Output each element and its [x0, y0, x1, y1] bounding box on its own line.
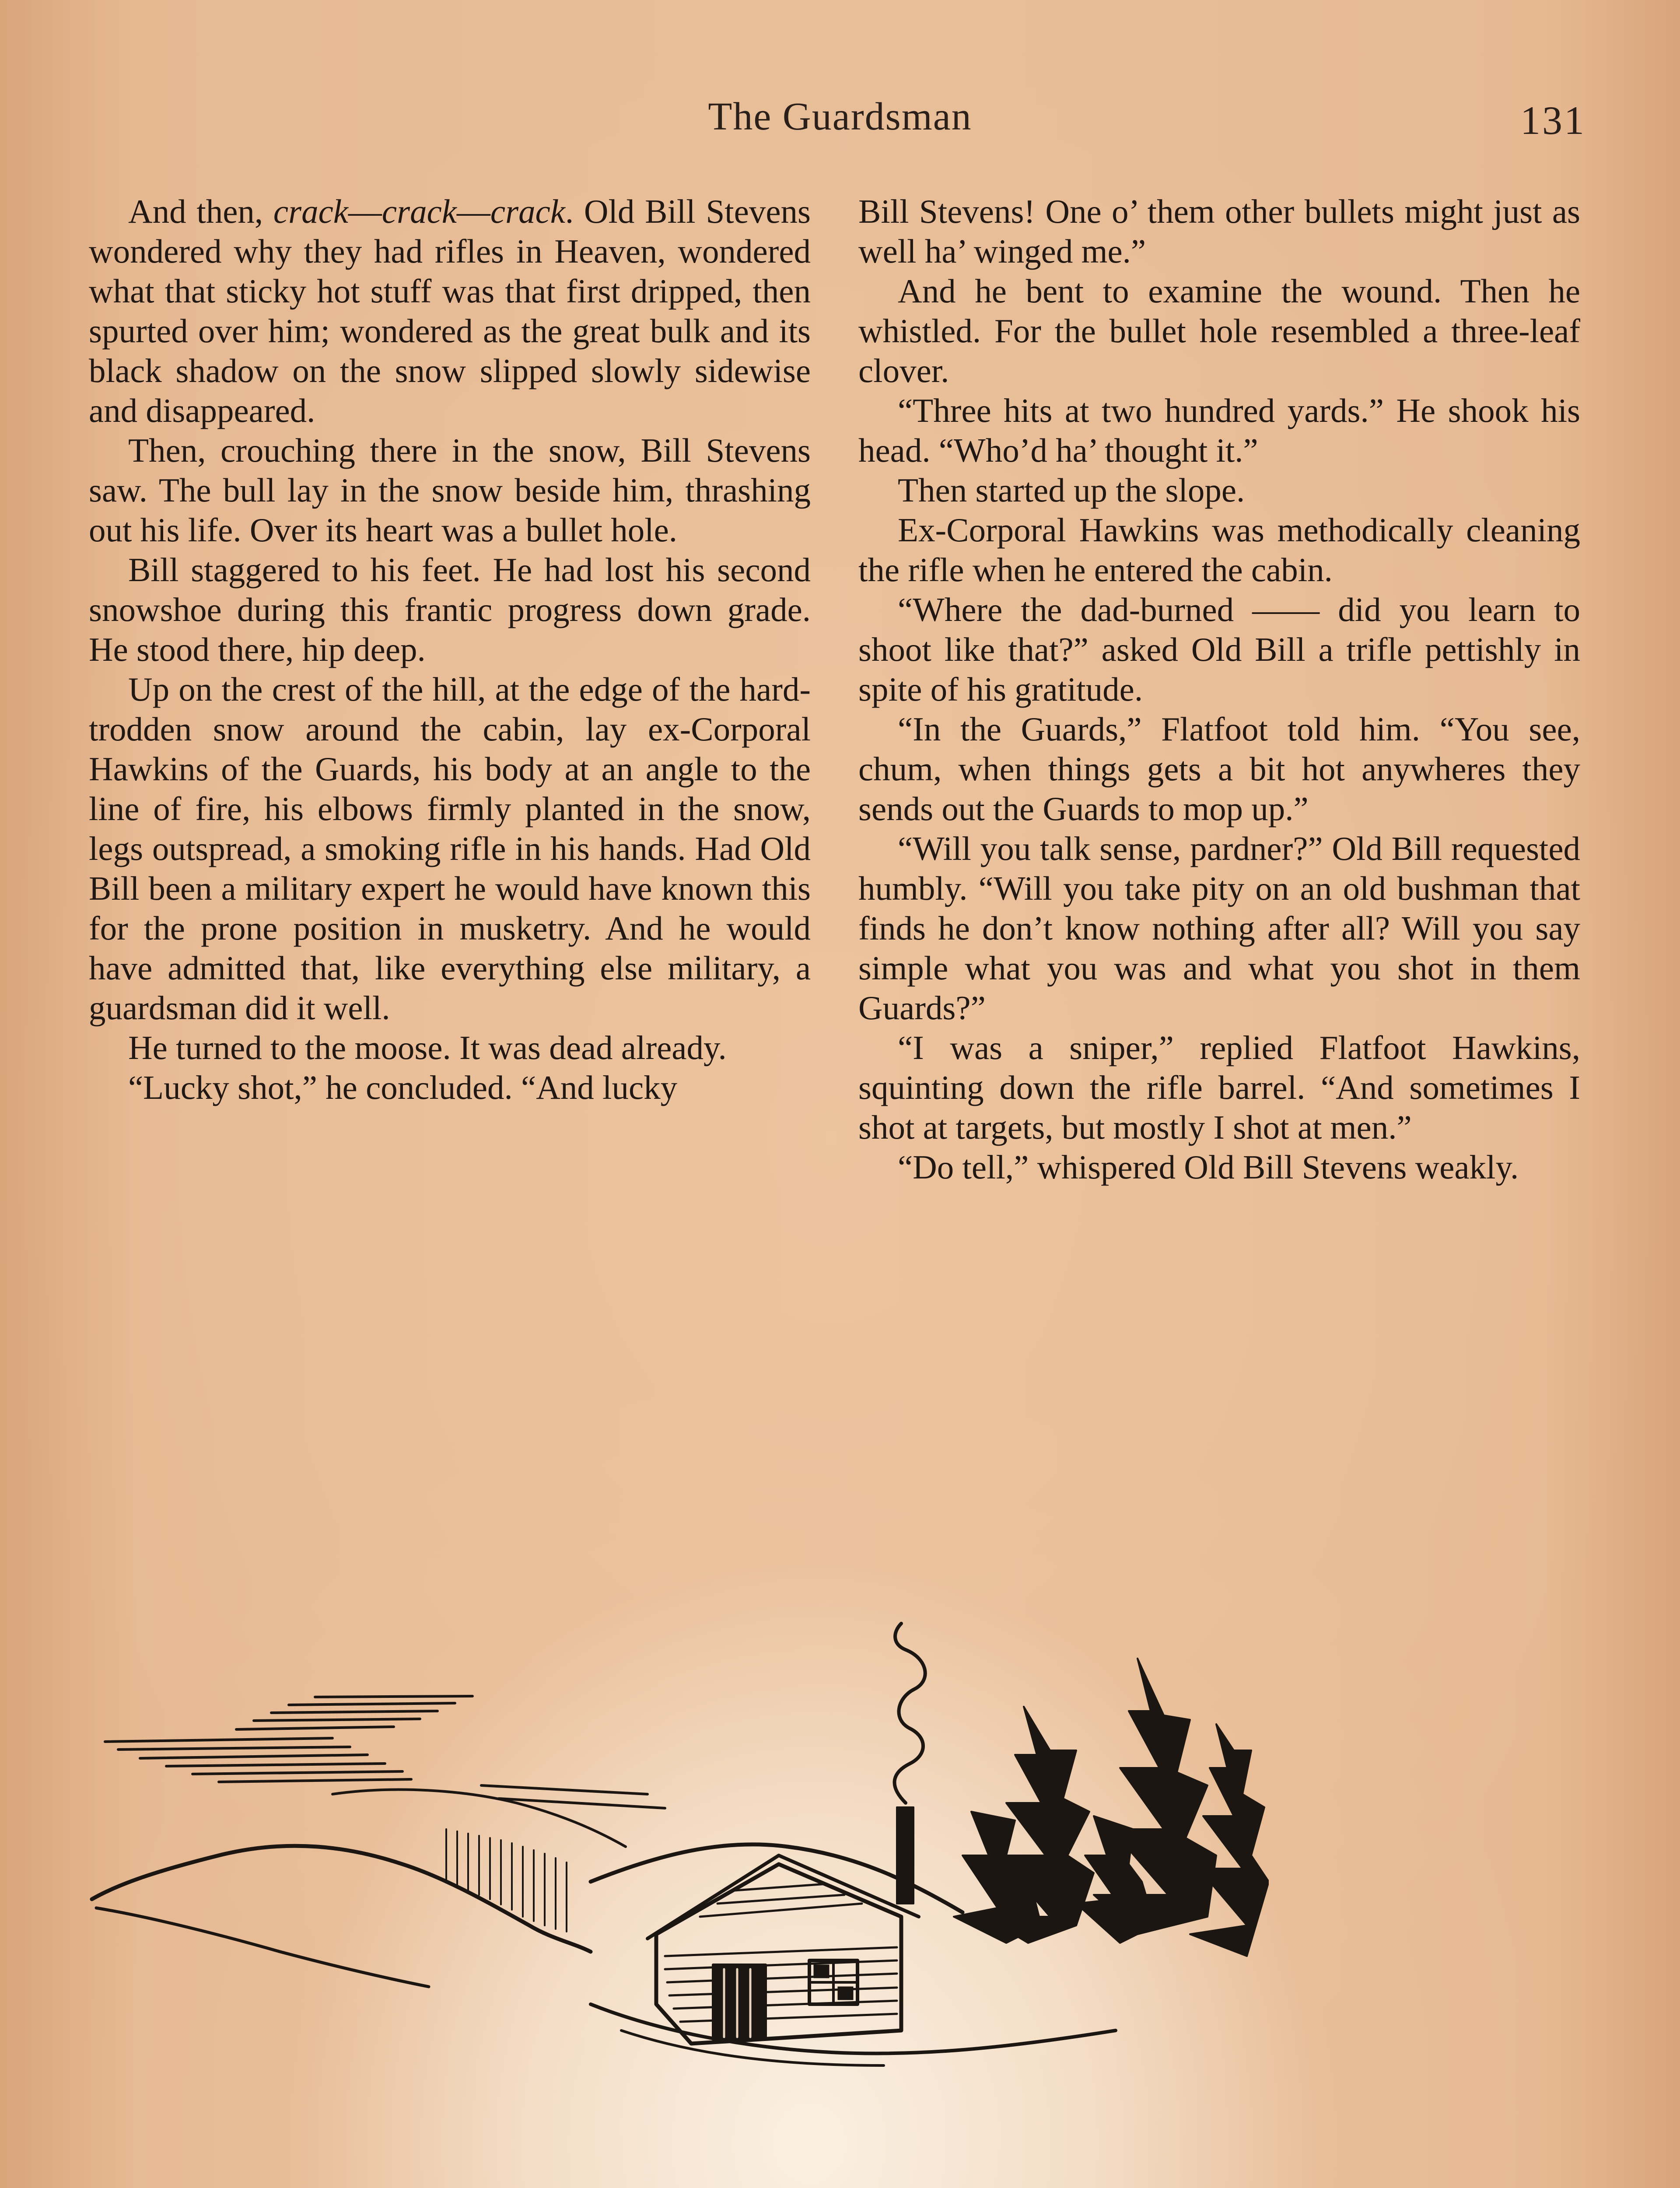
- paragraph: Ex-Corporal Hawkins was methodically cleaning the rifle when he entered the cabin.: [858, 511, 1580, 589]
- cabin-door: [713, 1965, 766, 2039]
- paragraph-continued: Bill Stevens! One o’ them other bullets might just as well ha’ winged me.”: [858, 193, 1580, 270]
- paragraph: “Do tell,” whispered Old Bill Stevens weakly.: [898, 1148, 1519, 1186]
- left-text-column: [89, 192, 811, 1108]
- paragraph: Then, crouching there in the snow, Bill Stevens saw. The bull lay in the snow beside him, thrashing out his life. Over its heart was a bullet hole.: [89, 431, 811, 549]
- paragraph: “Lucky shot,” he concluded. “And lucky: [128, 1069, 678, 1106]
- log-cabin: [648, 1855, 919, 2044]
- page-number: 131: [1520, 98, 1586, 143]
- wind-streaks: [105, 1696, 665, 1808]
- chimney: [895, 1623, 925, 1904]
- cabin-illustration: [88, 1610, 1269, 2135]
- paragraph: And then, crack—crack—crack. Old Bill Stevens wondered why they had rifles in Heaven, wondered what that sticky hot stuff was that first dripped, then spurted over him; wondered as the great bulk and its black shadow on the snow slipped slowly sidewise and disappeared.: [89, 193, 811, 429]
- paragraph: Up on the crest of the hill, at the edge of the hard-trodden snow around the cabin, lay ex-Corporal Hawkins of the Guards, his body at an angle to the line of fire, his elbows firmly planted in the snow, legs outspread, a smoking rifle in his hands. Had Old Bill been a military expert he would have known this for the prone position in musketry. And he would have admitted that, like everything else military, a guardsman did it well.: [89, 670, 811, 1027]
- paragraph: “I was a sniper,” replied Flatfoot Hawkins, squinting down the rifle barrel. “And sometimes I shot at targets, but mostly I shot at men.”: [858, 1029, 1580, 1146]
- paragraph: “In the Guards,” Flatfoot told him. “You see, chum, when things gets a bit hot anywheres they sends out the Guards to mop up.”: [858, 710, 1580, 828]
- paragraph: And he bent to examine the wound. Then he whistled. For the bullet hole resembled a three-leaf clover.: [858, 272, 1580, 389]
- snow-hill: [92, 1846, 591, 1952]
- paragraph: “Will you talk sense, pardner?” Old Bill requested humbly. “Will you take pity on an old bushman that finds he don’t know nothing after all? Will you say simple what you was and what you shot in them Guards?”: [858, 830, 1580, 1027]
- paragraph: Bill staggered to his feet. He had lost his second snowshoe during this frantic progress down grade. He stood there, hip deep.: [89, 551, 811, 668]
- chimney-smoke: [895, 1623, 925, 1803]
- paragraph: Then started up the slope.: [898, 471, 1245, 509]
- emphasis: crack: [382, 193, 457, 230]
- right-text-column: [858, 192, 1580, 1187]
- emphasis: crack: [490, 193, 565, 230]
- pine-trees: [954, 1659, 1269, 1956]
- paragraph: “Where the dad-burned —— did you learn to shoot like that?” asked Old Bill a trifle pettishly in spite of his gratitude.: [858, 591, 1580, 708]
- emphasis: crack: [273, 193, 348, 230]
- paragraph: He turned to the moose. It was dead already.: [128, 1029, 727, 1066]
- running-title: The Guardsman: [708, 95, 972, 138]
- paragraph: “Three hits at two hundred yards.” He shook his head. “Who’d ha’ thought it.”: [858, 392, 1580, 469]
